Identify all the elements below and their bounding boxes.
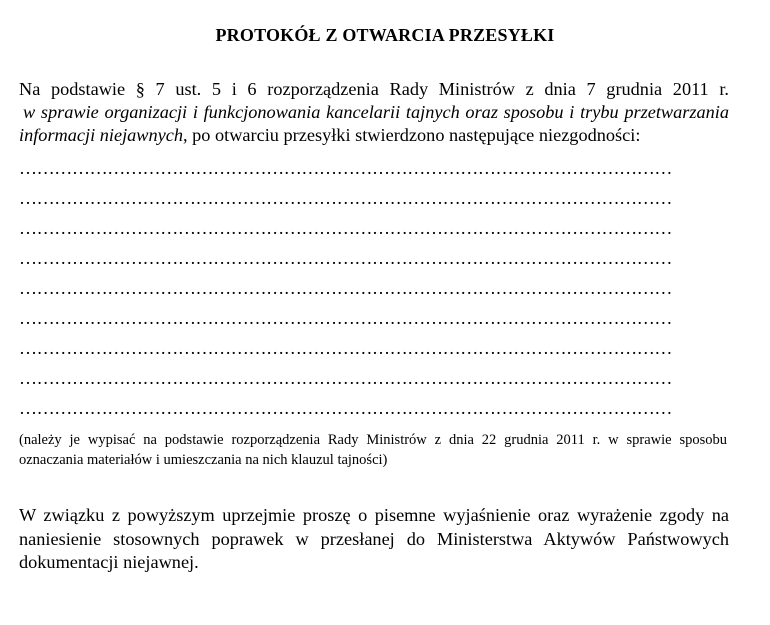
intro-line-3-italic: informacji niejawnych <box>19 125 183 145</box>
note-line-2: oznaczania materiałów i umieszczania na nich klauzul tajności) <box>19 452 388 468</box>
dotted-line: ………………………………………………………………………………………………… <box>19 188 673 208</box>
instruction-note <box>19 430 727 470</box>
dotted-line: ………………………………………………………………………………………………… <box>19 158 673 178</box>
intro-line-1: Na podstawie § 7 ust. 5 i 6 rozporządzenia Rady Ministrów z dnia 7 grudnia 2011 r. <box>19 79 729 99</box>
dotted-line: ………………………………………………………………………………………………… <box>19 308 673 328</box>
intro-line-3-rest: , po otwarciu przesyłki stwierdzono następujące niezgodności: <box>183 125 641 145</box>
intro-line-2-italic: w sprawie organizacji i funkcjonowania kancelarii tajnych oraz sposobu i trybu przetwarzania <box>23 102 729 122</box>
closing-paragraph <box>19 504 729 575</box>
dotted-fill-lines <box>19 153 719 423</box>
intro-line-2 <box>19 101 729 124</box>
dotted-line: ………………………………………………………………………………………………… <box>19 398 673 418</box>
closing-line-3: dokumentacji niejawnej. <box>19 552 199 572</box>
closing-line-2: naniesienie stosownych poprawek w przesłanej do Ministerstwa Aktywów Państwowych <box>19 528 729 549</box>
dotted-line: ………………………………………………………………………………………………… <box>19 218 673 238</box>
dotted-line: ………………………………………………………………………………………………… <box>19 278 673 298</box>
dotted-line: ………………………………………………………………………………………………… <box>19 368 673 388</box>
closing-line-1: W związku z powyższym uprzejmie proszę o pisemne wyjaśnienie oraz wyrażenie zgody na <box>19 505 729 525</box>
intro-line-3 <box>19 124 729 147</box>
document-title: PROTOKÓŁ Z OTWARCIA PRZESYŁKI <box>215 25 555 45</box>
intro-paragraph <box>19 78 729 147</box>
note-line-1: (należy je wypisać na podstawie rozporządzenia Rady Ministrów z dnia 22 grudnia 2011 r. w sprawie sposobu <box>19 432 727 448</box>
dotted-line: ………………………………………………………………………………………………… <box>19 248 673 268</box>
dotted-line: ………………………………………………………………………………………………… <box>19 338 673 358</box>
